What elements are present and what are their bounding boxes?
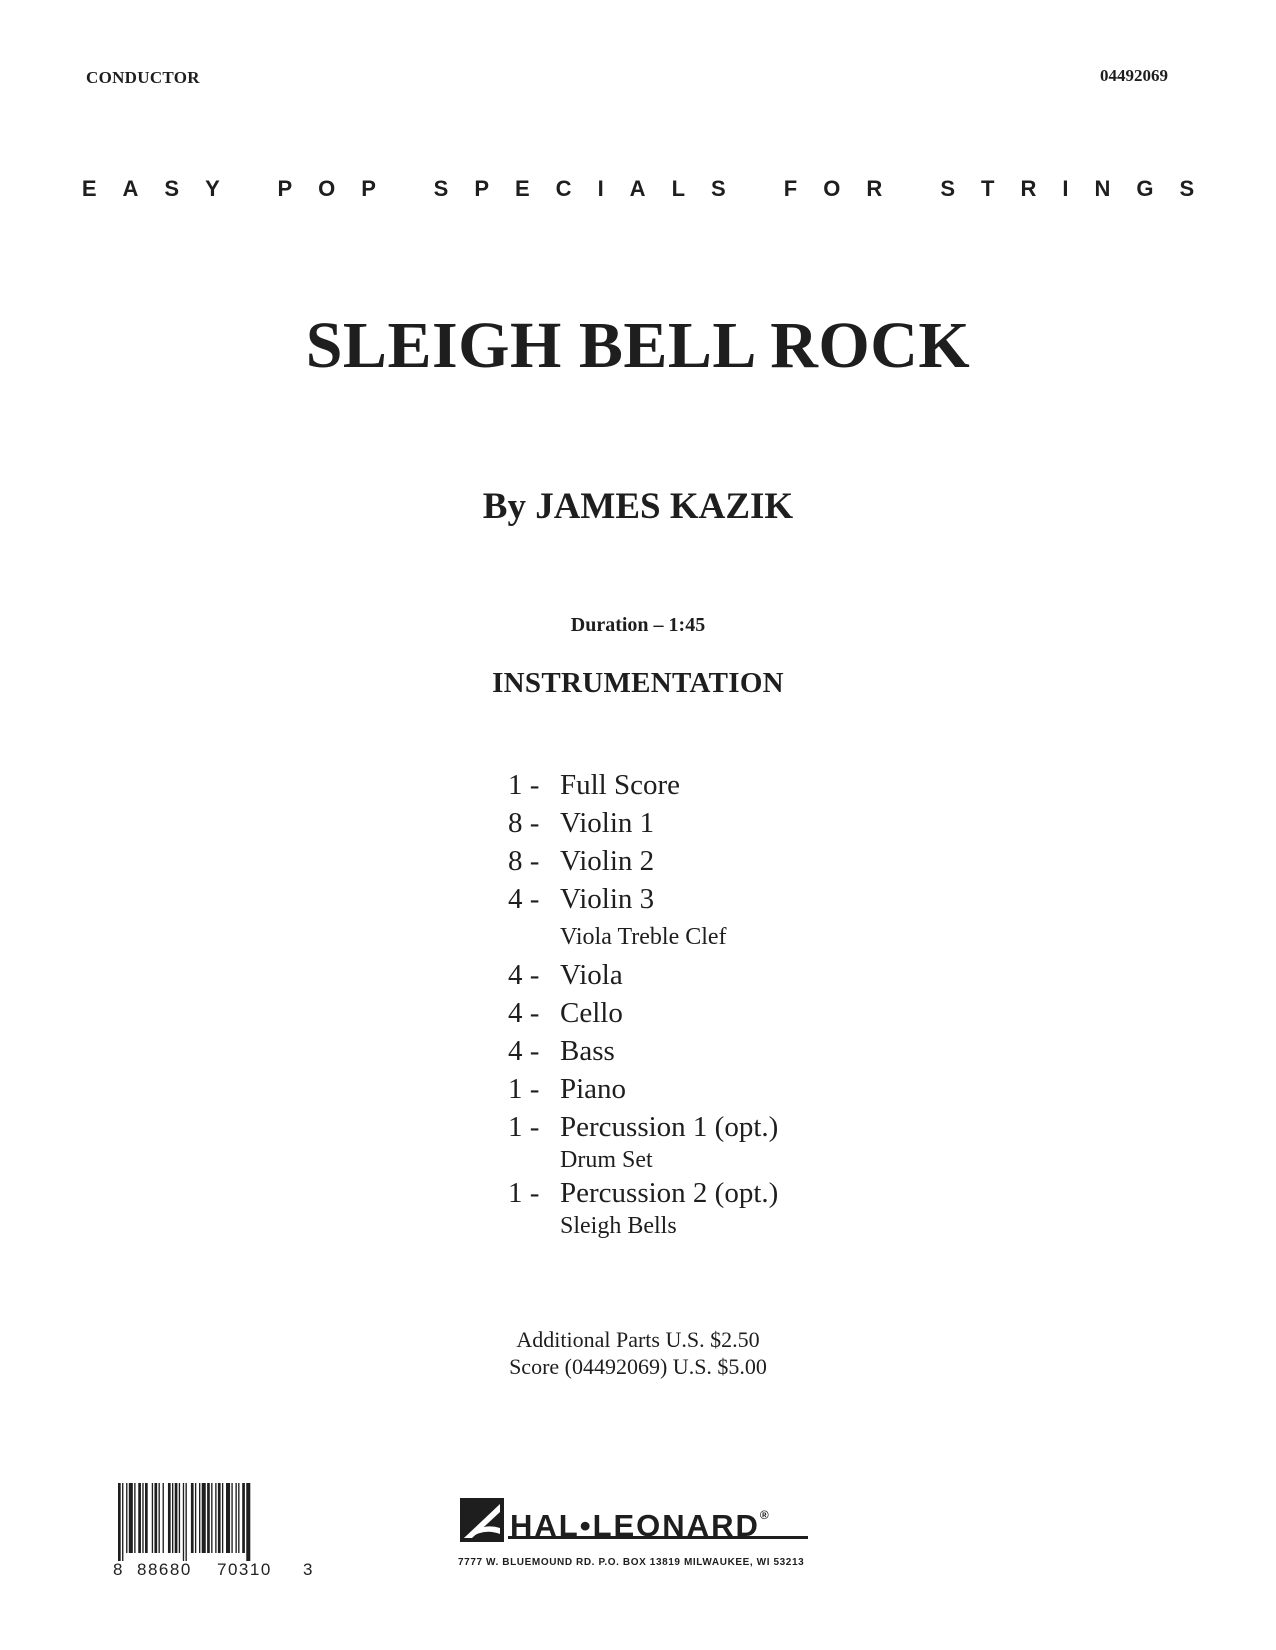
instrument-quantity: 1 -: [508, 1177, 540, 1209]
price-info: [0, 1326, 1276, 1380]
instrumentation-list: [508, 766, 1028, 1240]
part-label: CONDUCTOR: [86, 68, 200, 87]
instrument-note: Viola Treble Clef: [560, 924, 727, 950]
barcode-bar: [152, 1483, 153, 1553]
instrument-row: [508, 766, 1028, 804]
instrument-note: Drum Set: [560, 1147, 653, 1173]
barcode-bar: [191, 1483, 194, 1553]
catalog-number: 04492069: [1100, 66, 1168, 85]
instrumentation-heading: INSTRUMENTATION: [492, 667, 784, 699]
instrument-name: Violin 2: [560, 845, 655, 877]
barcode-right-group: 70310: [217, 1560, 272, 1579]
barcode-bar: [246, 1483, 250, 1561]
barcode-bar: [145, 1483, 148, 1553]
instrument-quantity: 1 -: [508, 769, 540, 801]
barcode-bar: [179, 1483, 180, 1553]
logo-square-icon: [460, 1498, 504, 1542]
barcode-bar: [122, 1483, 123, 1561]
instrument-row: [508, 1174, 1028, 1212]
barcode-bar: [175, 1483, 178, 1553]
instrument-quantity: 4 -: [508, 1035, 540, 1067]
piece-title: SLEIGH BELL ROCK: [305, 309, 971, 382]
barcode-bar: [138, 1483, 141, 1553]
instrument-note: Sleigh Bells: [560, 1213, 677, 1239]
instrument-name: Violin 1: [560, 807, 655, 839]
barcode-bar: [222, 1483, 223, 1553]
instrument-row: [508, 1070, 1028, 1108]
instrument-name: Cello: [560, 997, 623, 1029]
barcode-bar: [211, 1483, 212, 1553]
barcode-bar: [238, 1483, 239, 1553]
barcode-bar: [186, 1483, 187, 1561]
barcode-bar: [207, 1483, 210, 1553]
barcode-bar: [134, 1483, 135, 1553]
registered-mark: ®: [759, 1508, 771, 1522]
barcode-bar: [231, 1483, 232, 1553]
instrument-quantity: 1 -: [508, 1073, 540, 1105]
instrument-name: Violin 3: [560, 883, 655, 915]
instrument-row: [508, 956, 1028, 994]
barcode-bar: [163, 1483, 164, 1553]
instrument-row: [508, 842, 1028, 880]
instrument-row: [508, 1032, 1028, 1070]
instrument-quantity: 8 -: [508, 845, 540, 877]
additional-parts-price: Additional Parts U.S. $2.50: [516, 1327, 760, 1352]
barcode-bar: [195, 1483, 196, 1553]
barcode-bar: [215, 1483, 216, 1553]
publisher-name: HAL•LEONARD®: [510, 1508, 771, 1543]
barcode-bar: [242, 1483, 245, 1553]
instrument-name: Percussion 2 (opt.): [560, 1177, 779, 1209]
series-title: EASY POP SPECIALS FOR STRINGS: [81, 176, 1221, 201]
barcode-bar: [154, 1483, 157, 1553]
publisher-address: 7777 W. BLUEMOUND RD. P.O. BOX 13819 MILWAUKEE, WI 53213: [458, 1557, 805, 1568]
score-price: Score (04492069) U.S. $5.00: [509, 1354, 767, 1379]
instrument-name: Bass: [560, 1035, 615, 1067]
barcode-lead-digit: 8: [113, 1560, 123, 1579]
barcode-bar: [168, 1483, 171, 1553]
barcode-bar: [199, 1483, 200, 1553]
instrument-row: [508, 994, 1028, 1032]
barcode-bar: [129, 1483, 133, 1553]
barcode-bar: [142, 1483, 143, 1553]
barcode-bar: [218, 1483, 221, 1553]
barcode-bar: [226, 1483, 230, 1553]
instrument-name: Full Score: [560, 769, 681, 801]
barcode-bar: [126, 1483, 127, 1553]
instrument-quantity: 4 -: [508, 997, 540, 1029]
barcode-bar: [235, 1483, 236, 1553]
barcode-bar: [183, 1483, 184, 1561]
instrument-row: [508, 804, 1028, 842]
barcode: [118, 1483, 298, 1561]
duration: Duration – 1:45: [570, 614, 706, 636]
instrument-name: Viola: [560, 959, 623, 991]
barcode-bar: [172, 1483, 173, 1553]
instrument-row: [508, 1108, 1028, 1146]
composer-byline: By JAMES KAZIK: [482, 486, 794, 527]
barcode-check-digit: 3: [303, 1560, 313, 1579]
instrument-quantity: 8 -: [508, 807, 540, 839]
instrument-quantity: 1 -: [508, 1111, 540, 1143]
instrument-name: Piano: [560, 1073, 627, 1105]
barcode-bar: [118, 1483, 121, 1561]
barcode-left-group: 88680: [137, 1560, 192, 1579]
instrument-name: Percussion 1 (opt.): [560, 1111, 779, 1143]
barcode-bar: [159, 1483, 160, 1553]
instrument-quantity: 4 -: [508, 883, 540, 915]
barcode-bar: [202, 1483, 206, 1553]
instrument-row: [508, 880, 1028, 918]
instrument-quantity: 4 -: [508, 959, 540, 991]
